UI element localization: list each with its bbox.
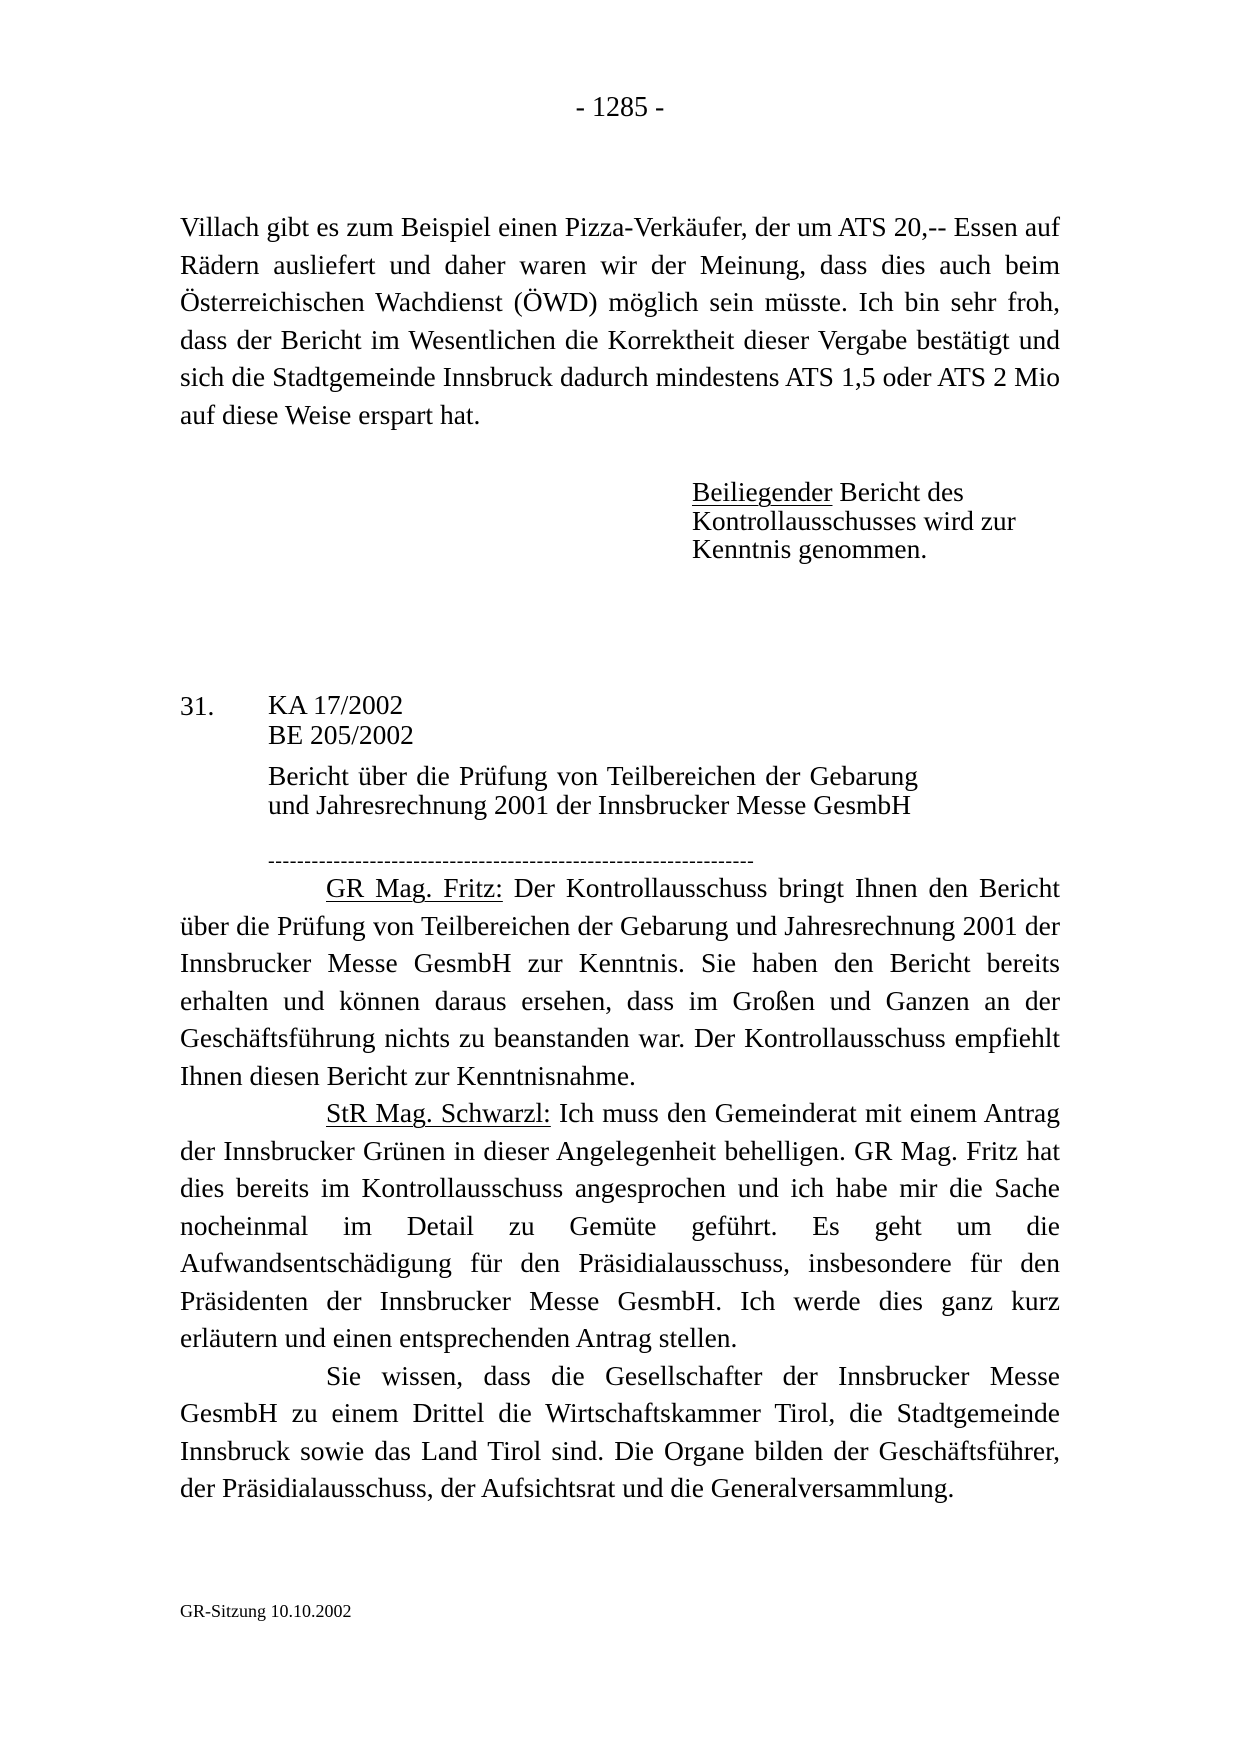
speech-text: Ich muss den Gemeinderat mit einem Antrag der Innsbrucker Grünen in dieser Angelegenheit behelligen. GR Mag. Fritz hat dies bereits im Kontrollausschuss angesprochen und ich habe mir die Sache nocheinmal im Detail zu Gemüte geführt. Es geht um die Aufwandsentschädigung für den Präsidialausschuss, insbesondere für den Präsidenten der Innsbrucker Messe GesmbH. Ich werde dies ganz kurz erläutern und einen entsprechenden Antrag stellen. — [180, 1097, 1060, 1353]
agenda-code-ka: KA 17/2002 — [268, 689, 404, 720]
intro-paragraph — [180, 208, 1060, 433]
continuation-paragraph: Sie wissen, dass die Gesellschafter der Innsbrucker Messe GesmbH zu einem Drittel die Wirtschaftskammer Tirol, die Stadtgemeinde Innsbruck sowie das Land Tirol sind. Die Organe bilden der Geschäftsführer, der Präsidialausschuss, der Aufsichtsrat und die Generalversammlung. — [180, 1359, 1060, 1503]
decision-text: Bericht des Kontrollausschusses wird zur Kenntnis genommen. — [692, 476, 1016, 564]
speaker-name: GR Mag. Fritz: — [326, 872, 503, 903]
agenda-item-rule: ------------------------------------------------------------------- — [268, 850, 755, 872]
agenda-item-codes — [268, 690, 414, 750]
speeches-block — [180, 869, 1060, 1507]
speech-text: Der Kontrollausschuss bringt Ihnen den Bericht über die Prüfung von Teilbereichen der Gebarung und Jahresrechnung 2001 der Innsbrucker Messe GesmbH zur Kenntnis. Sie haben den Bericht bereits erhalten und können daraus ersehen, dass im Großen und Ganzen an der Geschäftsführung nichts zu beanstanden war. Der Kontrollausschuss empfiehlt Ihnen diesen Bericht zur Kenntnisnahme. — [180, 872, 1060, 1091]
decision-underlined-word: Beiliegender — [692, 476, 833, 507]
decision-note — [692, 478, 1062, 564]
speaker-name: StR Mag. Schwarzl: — [326, 1097, 551, 1128]
intro-text: Villach gibt es zum Beispiel einen Pizza-Verkäufer, der um ATS 20,-- Essen auf Rädern ausliefert und daher waren wir der Meinung, dass dies auch beim Österreichischen Wachdienst (ÖWD) möglich sein müsste. Ich bin sehr froh, dass der Bericht im Wesentlichen die Korrektheit dieser Vergabe bestätigt und sich die Stadtgemeinde Innsbruck dadurch mindestens ATS 1,5 oder ATS 2 Mio auf diese Weise erspart hat. — [180, 211, 1060, 430]
speech-fritz — [180, 869, 1060, 1094]
page-number: - 1285 - — [575, 92, 665, 123]
speech-schwarzl — [180, 1094, 1060, 1357]
agenda-code-be: BE 205/2002 — [268, 719, 414, 750]
agenda-item-number: 31. — [180, 690, 215, 721]
agenda-item-title: Bericht über die Prüfung von Teilbereichen der Gebarung und Jahresrechnung 2001 der Innsbrucker Messe GesmbH — [268, 760, 918, 820]
footer-session-date: GR-Sitzung 10.10.2002 — [180, 1601, 352, 1621]
